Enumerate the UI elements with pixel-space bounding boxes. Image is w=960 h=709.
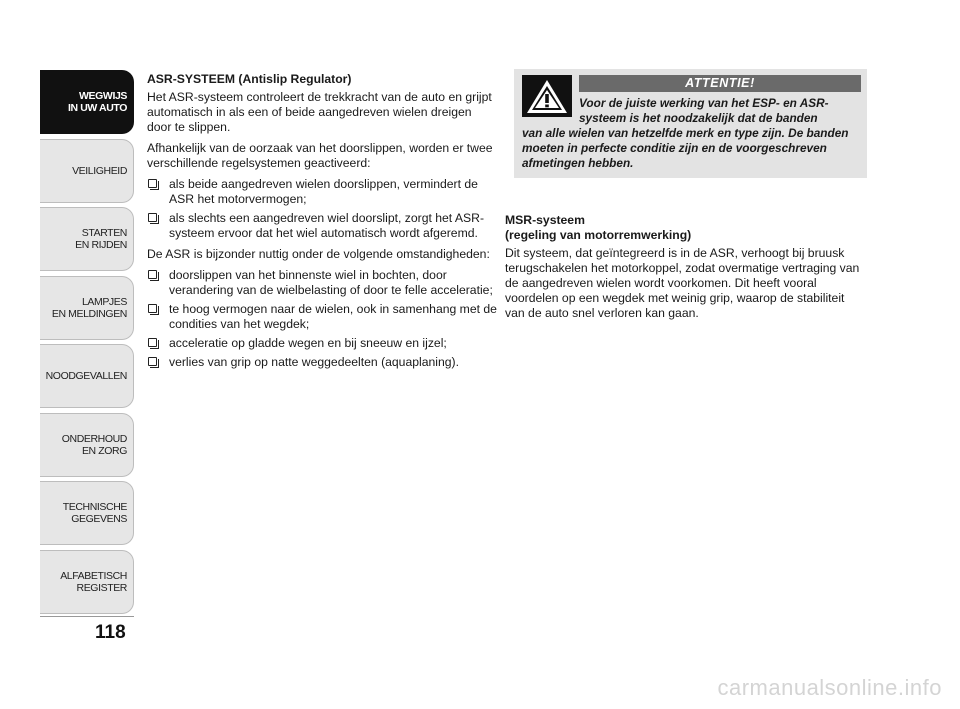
warning-line: systeem is het noodzakelijk dat de banden xyxy=(579,111,818,125)
list-item xyxy=(147,302,497,332)
tab-noodgevallen[interactable] xyxy=(40,344,134,408)
section-title-line1: MSR-systeem xyxy=(505,213,585,227)
list-item xyxy=(147,268,497,298)
tab-starten-en-rijden[interactable] xyxy=(40,207,134,271)
tab-label-line1: LAMPJES xyxy=(81,295,127,308)
tab-label-line2: EN ZORG xyxy=(81,444,127,457)
tab-lampjes-en-meldingen[interactable] xyxy=(40,276,134,340)
chapter-tabs xyxy=(40,70,134,618)
paragraph: Afhankelijk van de oorzaak van het doorslippen, worden er twee verschillende regelsystemen geactiveerd: xyxy=(147,141,493,170)
checkbox-bullet-icon xyxy=(148,357,157,366)
list-item xyxy=(147,336,497,351)
watermark: carmanualsonline.info xyxy=(717,675,942,700)
warning-header: ATTENTIE! xyxy=(579,75,861,92)
paragraph: Dit systeem, dat geïntegreerd is in de ASR, verhoogt bij bruusk terugschakelen het motorkoppel, zodat overmatige vertraging van de aangedreven wielen wordt voorkomen. Dit heeft vooral voordelen op een wegdek met weinig grip, waarop de stabiliteit van de auto snel verloren kan gaan. xyxy=(505,246,860,320)
list-item-text: doorslippen van het binnenste wiel in bochten, door verandering van de wielbelasting of door te felle acceleratie; xyxy=(169,268,493,297)
checkbox-bullet-icon xyxy=(148,338,157,347)
tab-label-line2: REGISTER xyxy=(76,581,127,594)
paragraph: De ASR is bijzonder nuttig onder de volgende omstandigheden: xyxy=(147,247,490,261)
tab-label-line2: EN MELDINGEN xyxy=(51,307,127,320)
tab-label-line2: IN UW AUTO xyxy=(68,102,127,114)
tab-label-line2: GEGEVENS xyxy=(71,513,127,525)
checkbox-bullet-icon xyxy=(148,270,157,279)
list-item-text: verlies van grip op natte weggedeelten (aquaplaning). xyxy=(169,355,459,369)
warning-text xyxy=(522,96,864,171)
list-item xyxy=(147,177,497,207)
tab-label-line1: ALFABETISCH xyxy=(60,569,127,582)
tab-label-line1: STARTEN xyxy=(81,227,127,239)
section-title xyxy=(505,213,865,243)
tab-wegwijs-in-uw-auto[interactable] xyxy=(40,70,134,134)
paragraph: Het ASR-systeem controleert de trekkracht van de auto en grijpt automatisch in als een of beide aangedreven wielen dreigen door te slippen. xyxy=(147,90,492,134)
msr-section xyxy=(505,213,865,327)
bullet-list xyxy=(147,268,497,370)
asr-section xyxy=(147,72,497,376)
tab-label-line1: TECHNISCHE xyxy=(62,501,127,513)
list-item-text: als slechts een aangedreven wiel doorslipt, zorgt het ASR-systeem ervoor dat het wiel automatisch wordt afgeremd. xyxy=(169,211,485,240)
checkbox-bullet-icon xyxy=(148,213,157,222)
tab-label-line2: EN RIJDEN xyxy=(75,239,127,251)
list-item-text: te hoog vermogen naar de wielen, ook in samenhang met de condities van het wegdek; xyxy=(169,302,497,331)
tab-label-line1: WEGWIJS xyxy=(79,90,127,102)
page-number: 118 xyxy=(95,622,126,643)
tab-alfabetisch-register[interactable] xyxy=(40,550,134,614)
tab-label-line1: NOODGEVALLEN xyxy=(45,370,127,382)
tab-label-line1: VEILIGHEID xyxy=(72,164,127,177)
section-title-line2: (regeling van motorremwerking) xyxy=(505,228,692,242)
section-title: ASR-SYSTEEM (Antislip Regulator) xyxy=(147,72,352,86)
checkbox-bullet-icon xyxy=(148,304,157,313)
tab-onderhoud-en-zorg[interactable] xyxy=(40,413,134,477)
checkbox-bullet-icon xyxy=(148,179,157,188)
tab-technische-gegevens[interactable] xyxy=(40,481,134,545)
list-item xyxy=(147,355,497,370)
tab-veiligheid[interactable] xyxy=(40,139,134,203)
sidebar-divider xyxy=(40,616,134,617)
warning-line: Voor de juiste werking van het ESP- en ASR- xyxy=(579,96,829,110)
warning-line: van alle wielen van hetzelfde merk en type zijn. De banden moeten in perfecte conditie zijn en de voorgeschreven afmetingen hebben. xyxy=(522,126,849,170)
bullet-list xyxy=(147,177,497,241)
list-item-text: als beide aangedreven wielen doorslippen, vermindert de ASR het motorvermogen; xyxy=(169,177,478,206)
warning-box xyxy=(514,69,867,178)
list-item xyxy=(147,211,497,241)
list-item-text: acceleratie op gladde wegen en bij sneeuw en ijzel; xyxy=(169,336,447,350)
tab-label-line1: ONDERHOUD xyxy=(61,432,127,445)
